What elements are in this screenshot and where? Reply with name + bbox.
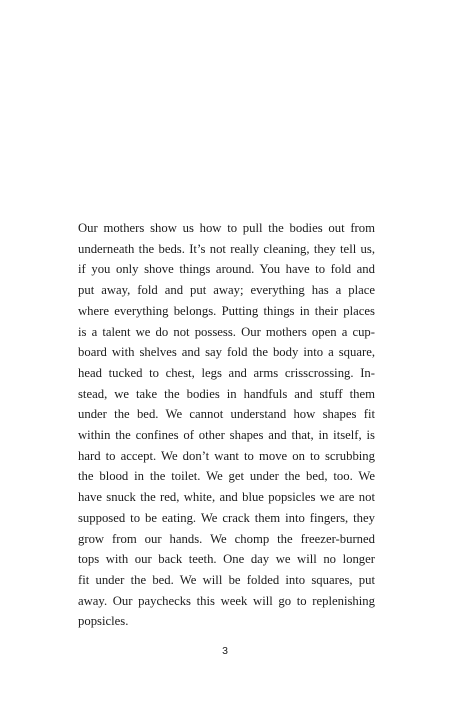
paragraph-line: put away, fold and put away; everything has a place	[78, 283, 375, 298]
paragraph-line: popsicles.	[78, 614, 129, 629]
body-paragraph	[78, 218, 375, 632]
paragraph-line: is a talent we do not possess. Our mothers open a cup-	[78, 324, 375, 339]
paragraph-line: grow from our hands. We chomp the freezer-burned	[78, 531, 375, 546]
paragraph-line: stead, we take the bodies in handfuls and stuff them	[78, 386, 375, 401]
paragraph-line: under the bed. We cannot understand how shapes fit	[78, 407, 375, 422]
paragraph-line: head tucked to chest, legs and arms crisscrossing. In-	[78, 365, 375, 380]
paragraph-line: fit under the bed. We will be folded into squares, put	[78, 572, 375, 587]
paragraph-line: away. Our paychecks this week will go to replenishing	[78, 593, 375, 608]
paragraph-line: board with shelves and say fold the body into a square,	[78, 345, 375, 360]
page-number: 3	[222, 645, 228, 657]
paragraph-line: hard to accept. We don’t want to move on to scrubbing	[78, 448, 375, 463]
paragraph-line: underneath the beds. It’s not really cleaning, they tell us,	[78, 241, 375, 256]
paragraph-line: supposed to be eating. We crack them into fingers, they	[78, 510, 375, 525]
paragraph-line: if you only shove things around. You have to fold and	[78, 262, 375, 277]
paragraph-line: tops with our back teeth. One day we will no longer	[78, 552, 375, 567]
paragraph-line: have snuck the red, white, and blue popsicles we are not	[78, 490, 375, 505]
paragraph-line: where everything belongs. Putting things in their places	[78, 303, 375, 318]
paragraph-line: Our mothers show us how to pull the bodies out from	[78, 221, 375, 235]
paragraph-line: within the confines of other shapes and that, in itself, is	[78, 428, 375, 443]
paragraph-line: the blood in the toilet. We get under the bed, too. We	[78, 469, 375, 484]
